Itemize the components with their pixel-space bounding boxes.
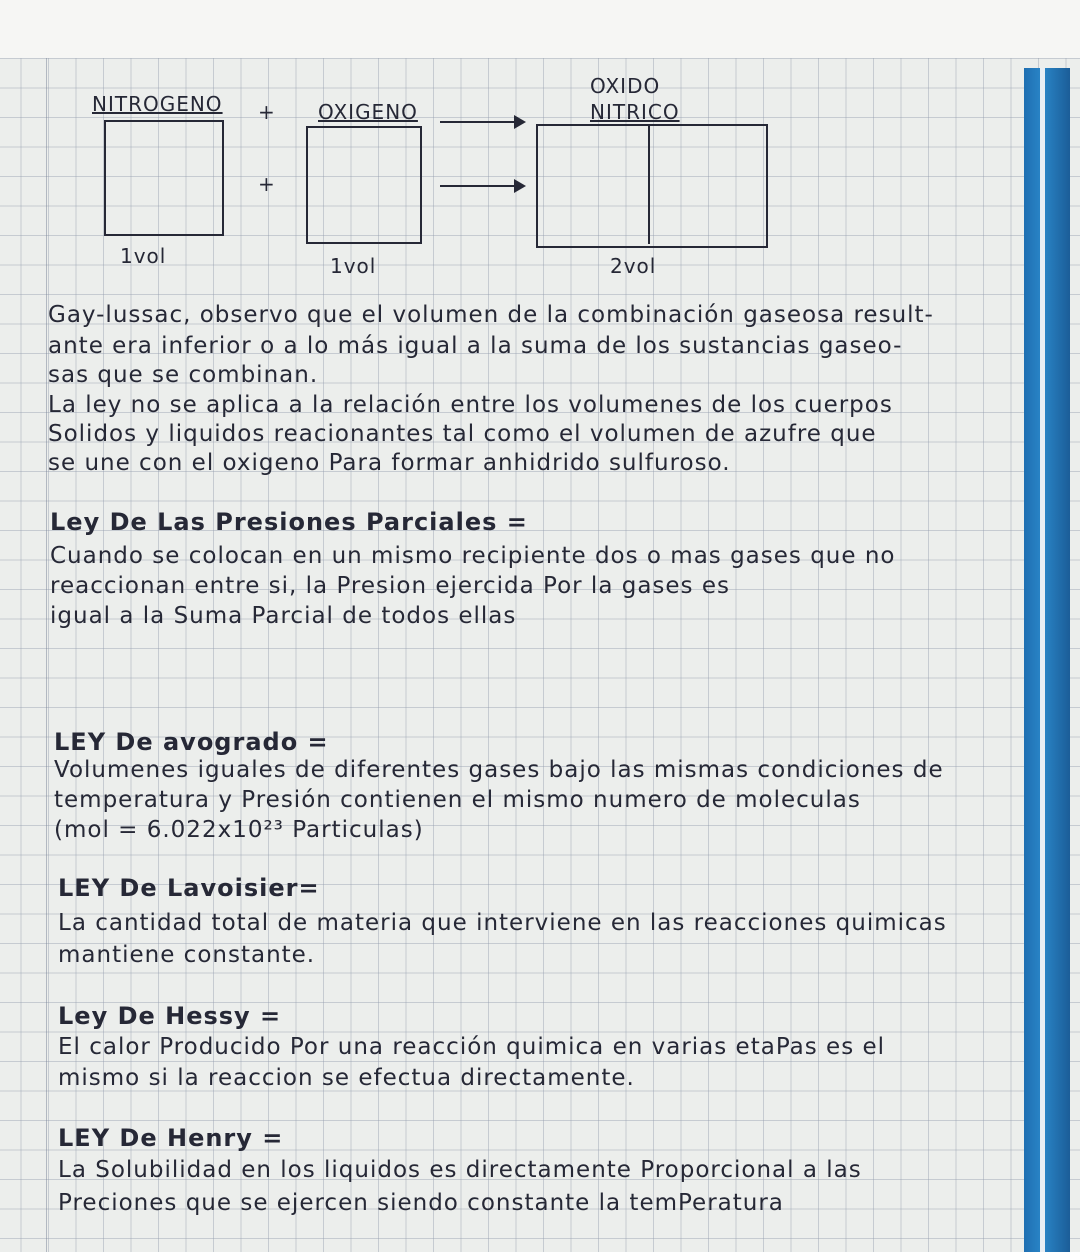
section-heading: LEY De avogrado = [54,728,329,756]
product-label-nitrico: NITRICO [590,100,680,124]
text-line: sas que se combinan. [48,362,319,388]
product-box [536,124,768,248]
text-line: mantiene constante. [58,942,316,968]
section-heading: Ley De Las Presiones Parciales = [50,508,528,536]
text-line: La ley no se aplica a la relación entre los volumenes de los cuerpos [48,392,893,418]
text-line: se une con el oxigeno Para formar anhidrido sulfuroso. [48,450,731,476]
oxygen-box [306,126,422,244]
nitrogen-label: NITROGENO [92,92,223,116]
page-top-edge [0,0,1080,58]
volume-label: 2vol [610,254,657,278]
section-heading: LEY De Henry = [58,1124,284,1152]
notebook-binding [1024,68,1070,1252]
section-heading: Ley De Hessy = [58,1002,282,1030]
text-line: Volumenes iguales de diferentes gases bajo las mismas condiciones de [54,757,944,783]
text-line: Solidos y liquidos reacionantes tal como el volumen de azufre que [48,421,877,447]
text-line: (mol = 6.022x10²³ Particulas) [54,817,424,843]
margin-line [46,58,47,1252]
plus-sign: + [258,100,276,124]
product-label-oxido: OXIDO [590,74,661,98]
text-line: La Solubilidad en los liquidos es directamente Proporcional a las [58,1157,862,1183]
text-line: temperatura y Presión contienen el mismo numero de moleculas [54,787,861,813]
text-line: El calor Producido Por una reacción quimica en varias etaPas es el [58,1034,886,1060]
text-line: ante era inferior o a lo más igual a la suma de los sustancias gaseo- [48,333,903,359]
arrow-icon [440,185,522,187]
text-line: Gay-lussac, observo que el volumen de la combinación gaseosa result- [48,302,934,328]
nitrogen-box [104,120,224,236]
product-box-divider [648,126,650,244]
plus-sign: + [258,172,276,196]
volume-label: 1vol [120,244,167,268]
text-line: Cuando se colocan en un mismo recipiente dos o mas gases que no [50,543,896,569]
volume-label: 1vol [330,254,377,278]
text-line: La cantidad total de materia que interviene en las reacciones quimicas [58,910,947,936]
section-heading: LEY De Lavoisier= [58,874,320,902]
arrow-icon [440,121,522,123]
text-line: igual a la Suma Parcial de todos ellas [50,603,517,629]
text-line: mismo si la reaccion se efectua directamente. [58,1065,635,1091]
oxygen-label: OXIGENO [318,100,418,124]
text-line: Preciones que se ejercen siendo constante la temPeratura [58,1190,784,1216]
text-line: reaccionan entre si, la Presion ejercida Por la gases es [50,573,730,599]
